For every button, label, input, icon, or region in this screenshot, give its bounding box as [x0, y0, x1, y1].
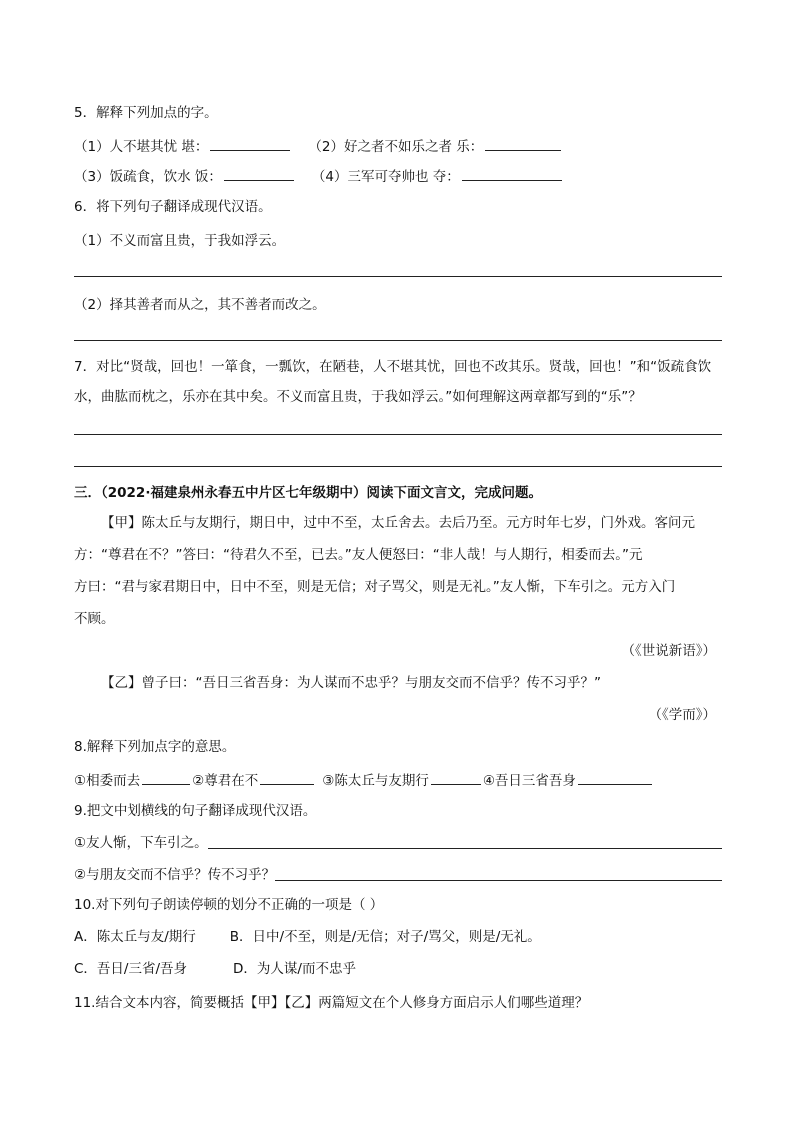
q5-title: 5．解释下列加点的字。: [74, 105, 218, 121]
section3-heading: 三．（2022·福建泉州永春五中片区七年级期中）阅读下面文言文，完成问题。: [74, 485, 542, 501]
q8-title: 8.解释下列加点字的意思。: [74, 739, 236, 755]
q5-blank4[interactable]: [462, 166, 562, 181]
q8-item4: ④吾日三省吾身: [482, 773, 576, 789]
q9-blank2[interactable]: [275, 866, 722, 881]
q5-item2: （2）好之者不如乐之者 乐：: [308, 139, 484, 155]
q10-title: 10.对下列句子朗读停顿的划分不正确的一项是（ ）: [74, 897, 384, 913]
q10-option-a[interactable]: A．陈太丘与友/期行: [74, 929, 196, 945]
jia-line4: 不顾。: [74, 611, 115, 627]
q9-row1: [74, 834, 722, 852]
q10-row1: [74, 928, 541, 946]
q5-blank1[interactable]: [210, 136, 290, 151]
q5-item3: （3）饭疏食，饮水 饭：: [74, 169, 222, 185]
yi-source: （《学而》）: [648, 707, 716, 723]
jia-source: （《世说新语》）: [621, 643, 716, 659]
q7-line2: 水，曲肱而枕之，乐亦在其中矣。不义而富且贵，于我如浮云。”如何理解这两章都写到的“乐”？: [74, 389, 642, 405]
q10-row2: [74, 960, 356, 978]
q8-blank3[interactable]: [431, 770, 481, 785]
jia-line1: 【甲】陈太丘与友期行，期日中，过中不至，太丘舍去。去后乃至。元方时年七岁，门外戏。客问元: [101, 515, 695, 531]
q7-line1: 7．对比“贤哉，回也！一箪食，一瓢饮，在陋巷，人不堪其忧，回也不改其乐。贤哉，回也！”和“饭疏食饮: [74, 359, 712, 375]
q7-answer-line2[interactable]: [74, 466, 722, 467]
q10-option-c[interactable]: C．吾日/三省/吾身: [74, 961, 188, 977]
jia-line3: 方曰：“君与家君期日中，日中不至，则是无信；对子骂父，则是无礼。”友人惭，下车引之。元方入门: [74, 579, 676, 595]
q6-title: 6．将下列句子翻译成现代汉语。: [74, 199, 272, 215]
q10-option-d[interactable]: D．为人谋/而不忠乎: [233, 961, 356, 977]
yi-text: 【乙】曾子曰：“吾日三省吾身：为人谋而不忠乎？与朋友交而不信乎？传不习乎？”: [101, 675, 601, 691]
q8-blank1[interactable]: [142, 770, 190, 785]
q11-title: 11.结合文本内容，简要概括【甲】【乙】两篇短文在个人修身方面启示人们哪些道理？: [74, 995, 589, 1011]
q10-option-b[interactable]: B．日中/不至，则是/无信；对子/骂父，则是/无礼。: [229, 929, 541, 945]
q6-answer-line2[interactable]: [74, 340, 722, 341]
q6-sentence1: （1）不义而富且贵，于我如浮云。: [74, 233, 286, 249]
q5-row2: [74, 166, 564, 186]
q8-item1: ①相委而去: [74, 773, 141, 789]
q6-sentence2: （2）择其善者而从之，其不善者而改之。: [74, 297, 326, 313]
q7-answer-line1[interactable]: [74, 434, 722, 435]
q5-row1: [74, 136, 563, 156]
q8-row: [74, 770, 654, 790]
q5-item1: （1）人不堪其忧 堪：: [74, 139, 209, 155]
q5-blank2[interactable]: [485, 136, 561, 151]
q6-answer-line1[interactable]: [74, 276, 722, 277]
q8-blank4[interactable]: [578, 770, 652, 785]
q9-sentence1: ①友人惭，下车引之。: [74, 835, 208, 851]
q8-blank2[interactable]: [260, 770, 314, 785]
q8-item3: ③陈太丘与友期行: [322, 773, 429, 789]
q9-sentence2: ②与朋友交而不信乎？传不习乎？: [74, 867, 276, 883]
q9-title: 9.把文中划横线的句子翻译成现代汉语。: [74, 803, 317, 819]
q9-blank1[interactable]: [208, 834, 722, 849]
q5-blank3[interactable]: [224, 166, 294, 181]
q8-item2: ②尊君在不: [192, 773, 259, 789]
q5-item4: （4）三军可夺帅也 夺：: [311, 169, 460, 185]
jia-line2: 方：“尊君在不？”答曰：“待君久不至，已去。”友人便怒曰：“非人哉！与人期行，相委而去。”元: [74, 547, 643, 563]
q9-row2: [74, 866, 722, 884]
